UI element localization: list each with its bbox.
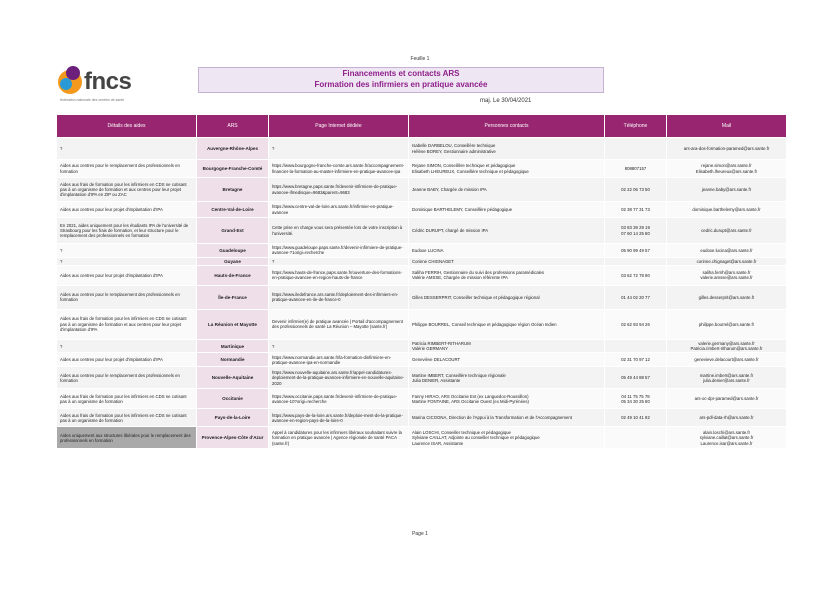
email-cell[interactable]: cedric.durupt@ars.sante.fr — [667, 218, 787, 244]
update-date: maj. Le 30/04/2021 — [480, 98, 532, 104]
email-cell[interactable]: corinne.chignaget@ars.sante.fr — [667, 257, 787, 265]
phone-cell: 05 49 44 88 57 — [605, 367, 667, 389]
ars-name-cell: Guyane — [197, 257, 269, 265]
email-cell[interactable]: gilles.desserprit@ars.sante.fr — [667, 285, 787, 309]
ars-name-cell: Hauts-de-France — [197, 265, 269, 285]
web-page-cell[interactable]: ? — [269, 339, 409, 353]
ars-name-cell: Centre-Val-de-Loire — [197, 202, 269, 218]
aid-details-cell: Aides aux centres pour leur projet d'implantation d'IPA — [57, 353, 197, 367]
web-page-cell[interactable]: https://www.centre-val-de-loire.ars.sante.fr/infirmier-en-pratique-avancee — [269, 202, 409, 218]
column-header: Téléphone — [605, 115, 667, 138]
phone-cell: 02 49 10 41 82 — [605, 409, 667, 427]
contacts-cell: Saliha FERRIH, Gestionnaire du suivi des professions paramédicales Valérie AMSSE, Chargée de mission référente IPA — [409, 265, 605, 285]
table-row — [57, 257, 787, 265]
email-cell[interactable]: genevieve.delacourt@ars.sante.fr — [667, 353, 787, 367]
ars-name-cell: Bretagne — [197, 178, 269, 202]
column-header: Page Internet dédiée — [269, 115, 409, 138]
web-page-cell[interactable]: https://www.hauts-de-france.paps.sante.fr/ouverture-des-formations-en-pratique-avancee-en-region-hauts-de-france — [269, 265, 409, 285]
ars-name-cell: La Réunion et Mayotte — [197, 309, 269, 339]
contacts-cell: Marina CICOGNA, Direction de l'Appui à la Transformation et de l'Accompagnement — [409, 409, 605, 427]
contacts-cell: Eudoxe LUCINA — [409, 244, 605, 258]
table-row — [57, 367, 787, 389]
table-row — [57, 339, 787, 353]
web-page-cell[interactable]: https://www.nouvelle-aquitaine.ars.sante.fr/appel-candidatures-deploiement-de-la-pratique-avancee-infirmiere-en-nouvelle-aquitaine-2020 — [269, 367, 409, 389]
aid-details-cell: ? — [57, 244, 197, 258]
table-row — [57, 285, 787, 309]
aid-details-cell: ? — [57, 339, 197, 353]
web-page-cell[interactable]: https://www.iledefrance.ars.sante.fr/deploiement-des-infirmiers-en-pratique-avancee-en-ile-de-france-0 — [269, 285, 409, 309]
aid-details-cell: Aides aux frais de formation pour les infirmiers en CDS ne cotisant pas à un organisme de formation et aux centres pour leur projet d'implantation d'IPA — [57, 309, 197, 339]
aid-details-cell: Aides aux centres pour le remplacement des professionnels en formation — [57, 367, 197, 389]
aid-details-cell: Aides aux centres pour le remplacement des professionnels en formation — [57, 285, 197, 309]
aid-details-cell: Aides uniquement aux structures libérales pour le remplacement des professionnels en formation — [57, 427, 197, 449]
table-row — [57, 309, 787, 339]
aid-details-cell: ? — [57, 257, 197, 265]
aid-details-cell: En 2021, aides uniquement pour les étudiants IPA de l'université de Strasbourg pour les frais de formation, et leur structure pour le remplacement des professionnels en formation — [57, 218, 197, 244]
aid-details-cell: Aides aux centres pour leur projet d'implantation d'IPA — [57, 202, 197, 218]
email-cell[interactable]: rejane.simon@ars.sante.fr Elisabeth.lheureux@ars.sante.fr — [667, 160, 787, 178]
web-page-cell[interactable]: https://www.occitanie.paps.sante.fr/devenir-infirmiere-de-pratique-avancee-10?origi=recherche — [269, 389, 409, 409]
table-row — [57, 218, 787, 244]
web-page-cell[interactable]: Cette prise en charge vous sera présentée lors de votre inscription à l'université. — [269, 218, 409, 244]
web-page-cell[interactable]: Appel à candidatures pour les infirmiers libéraux souhaitant suivre la formation en pratique avancée | Agence régionale de santé PACA (sante.fr) — [269, 427, 409, 449]
document-title — [198, 67, 604, 93]
column-header: Mail — [667, 115, 787, 138]
contacts-cell: Philippe BOURREL, Conseil technique et pédagogique région Océan Indien — [409, 309, 605, 339]
aid-details-cell: Aides aux centres pour leur projet d'implantation d'IPA — [57, 265, 197, 285]
email-cell[interactable]: philippe.bourrel@ars.sante.fr — [667, 309, 787, 339]
ars-name-cell: Normandie — [197, 353, 269, 367]
table-row — [57, 353, 787, 367]
web-page-cell[interactable]: https://www.normandie.ars.sante.fr/la-formation-dinfirmiere-en-pratique-avancee-ipa-en-normandie — [269, 353, 409, 367]
email-cell[interactable]: saliha.ferrih@ars.sante.fr valerie.amsse@ars.sante.fr — [667, 265, 787, 285]
table-row — [57, 389, 787, 409]
phone-cell — [605, 427, 667, 449]
sheet-label: Feuille 1 — [410, 56, 430, 62]
contacts-cell: Patricia RIMBERT-RITHARUM Valérie GERMANY — [409, 339, 605, 353]
contacts-cell: Isabelle DARBELOU, Conseillère technique Hélène BOREY, Gestionnaire administrative — [409, 138, 605, 160]
email-cell[interactable]: eudoxe.lucina@ars.sante.fr — [667, 244, 787, 258]
email-cell[interactable]: ars-ara-dos-formation-paramed@ars.sante.fr — [667, 138, 787, 160]
table-row — [57, 138, 787, 160]
ars-name-cell: Île-de-France — [197, 285, 269, 309]
ars-name-cell: Bourgogne-Franche-Comté — [197, 160, 269, 178]
table-header-row — [57, 115, 787, 138]
contacts-cell: Dominique BARTHELEMY, Conseillère pédagogique — [409, 202, 605, 218]
ars-name-cell: Pays-de-la-Loire — [197, 409, 269, 427]
contacts-cell: Gilles DESSERPRIT, Conseiller technique et pédagogique régional — [409, 285, 605, 309]
contacts-cell: Alain LOSCHI, Conseiller technique et pédagogique Sylviane CAILLAT, Adjointe au conseiller technique et pédagogique Laurence ISAR, Assistante — [409, 427, 605, 449]
web-page-cell[interactable]: https://www.pays-de-la-loire.ars.sante.fr/deploie-ment-de-la-pratique-avancee-en-region-pays-de-la-loire-0 — [269, 409, 409, 427]
ars-name-cell: Provence-Alpes-Côte d'Azur — [197, 427, 269, 449]
phone-cell: 04 11 75 75 78 05 34 30 25 80 — [605, 389, 667, 409]
phone-cell: 03 83 39 29 19 07 60 14 25 80 — [605, 218, 667, 244]
phone-cell — [605, 339, 667, 353]
table-row — [57, 178, 787, 202]
phone-cell: 01 44 02 20 77 — [605, 285, 667, 309]
logo-blue-shape — [60, 78, 72, 90]
fncs-logo — [58, 66, 140, 106]
table-row — [57, 244, 787, 258]
ars-name-cell: Auvergne-Rhône-Alpes — [197, 138, 269, 160]
ars-name-cell: Guadeloupe — [197, 244, 269, 258]
email-cell[interactable]: valerie.germany@ars.sante.fr Patricia.rimbert-ritharum@ars.sante.fr — [667, 339, 787, 353]
aid-details-cell: Aides aux frais de formation pour les infirmiers en CDS ne cotisant pas à un organisme de formation — [57, 389, 197, 409]
contacts-cell: Corinne CHIGNAGET — [409, 257, 605, 265]
web-page-cell[interactable]: https://www.bretagne.paps.sante.fr/devenir-infirmiere-de-pratique-avancee-ifmedisque=9683&parent=9683 — [269, 178, 409, 202]
aid-details-cell: Aides aux frais de formation pour les infirmiers en CDS ne cotisant pas à un organisme de formation — [57, 409, 197, 427]
contacts-cell: Cédric DURUPT, chargé de mission IPA — [409, 218, 605, 244]
phone-cell — [605, 257, 667, 265]
email-cell[interactable]: martine.imbert@ars.sante.fr julia.denier@ars.sante.fr — [667, 367, 787, 389]
phone-cell — [605, 138, 667, 160]
column-header: Personnes contacts — [409, 115, 605, 138]
table-row — [57, 202, 787, 218]
phone-cell: 02 22 06 73 50 — [605, 178, 667, 202]
column-header: Détails des aides — [57, 115, 197, 138]
email-cell[interactable]: jeanne.baby@ars.sante.fr — [667, 178, 787, 202]
web-page-cell[interactable]: https://www.guadeloupe.paps.sante.fr/devenir-infirmiere-de-pratique-avancee-?1origi=recherche — [269, 244, 409, 258]
web-page-cell[interactable]: https://www.bourgogne-franche-comte.ars.sante.fr/accompagnement-financier-la-formation-au-master-infirmiere-en-pratique-avancee-ipa — [269, 160, 409, 178]
table-row — [57, 265, 787, 285]
page-number: Page 1 — [412, 531, 428, 537]
phone-cell: 02 62 93 94 26 — [605, 309, 667, 339]
table-body — [57, 138, 787, 449]
ars-contacts-table — [56, 114, 787, 449]
title-line-1: Financements et contacts ARS — [342, 69, 460, 78]
web-page-cell[interactable]: ? — [269, 138, 409, 160]
phone-cell: 02 38 77 31 73 — [605, 202, 667, 218]
phone-cell: 03 62 72 78 80 — [605, 265, 667, 285]
contacts-cell: Rejane SIMON, Conseillère technique et pédagogique Elisabeth LHEUREUX, Conseillère technique et pédagogique — [409, 160, 605, 178]
table-row — [57, 427, 787, 449]
phone-cell: 05 90 99 49 57 — [605, 244, 667, 258]
web-page-cell[interactable]: ? — [269, 257, 409, 265]
contacts-cell: Martine IMBERT, Conseillère technique régionale Julia DENIER, Assistante — [409, 367, 605, 389]
phone-cell: 808807157 — [605, 160, 667, 178]
table-row — [57, 160, 787, 178]
logo-text: fncs — [84, 68, 132, 95]
phone-cell: 02 31 70 97 12 — [605, 353, 667, 367]
ars-name-cell: Grand-Est — [197, 218, 269, 244]
email-cell[interactable]: dominique.barthelemy@ars.sante.fr — [667, 202, 787, 218]
contacts-cell: Jeanne BABY, Chargée de mission IPA — [409, 178, 605, 202]
aid-details-cell: ? — [57, 138, 197, 160]
ars-name-cell: Nouvelle-Aquitaine — [197, 367, 269, 389]
web-page-cell[interactable]: Devenir infirmier(e) de pratique avancée | Portail d'accompagnement des professionnels de santé La Réunion – Mayotte (sante.fr) — [269, 309, 409, 339]
email-cell[interactable]: ars-pdl-data-rh@ars.sante.fr — [667, 409, 787, 427]
aid-details-cell: Aides aux frais de formation pour les infirmiers en CDS ne cotisant pas à un organisme de formation et aux centres pour leur projet d'implantation d'IPA en ZIP ou ZAC — [57, 178, 197, 202]
column-header: ARS — [197, 115, 269, 138]
ars-name-cell: Occitanie — [197, 389, 269, 409]
title-line-2: Formation des infirmiers en pratique avancée — [314, 80, 488, 89]
aid-details-cell: Aides aux centres pour le remplacement des professionnels en formation — [57, 160, 197, 178]
table-row — [57, 409, 787, 427]
email-cell[interactable]: ars-oc-dpr-paramed@ars.sante.fr — [667, 389, 787, 409]
contacts-cell: Fanny HIRAO, ARS Occitanie Est (ex Languedoc-Roussillon) Martine FONTAINE, ARS Occitanie Ouest (ex Midi-Pyrénées) — [409, 389, 605, 409]
logo-tagline: fédération nationale des centres de santé — [60, 98, 125, 102]
ars-name-cell: Martinique — [197, 339, 269, 353]
contacts-cell: Geneviève DELACOURT — [409, 353, 605, 367]
email-cell[interactable]: alain.loschi@ars.sante.fr sylviane.caillat@ars.sante.fr Laurence.isar@ars.sante.fr — [667, 427, 787, 449]
